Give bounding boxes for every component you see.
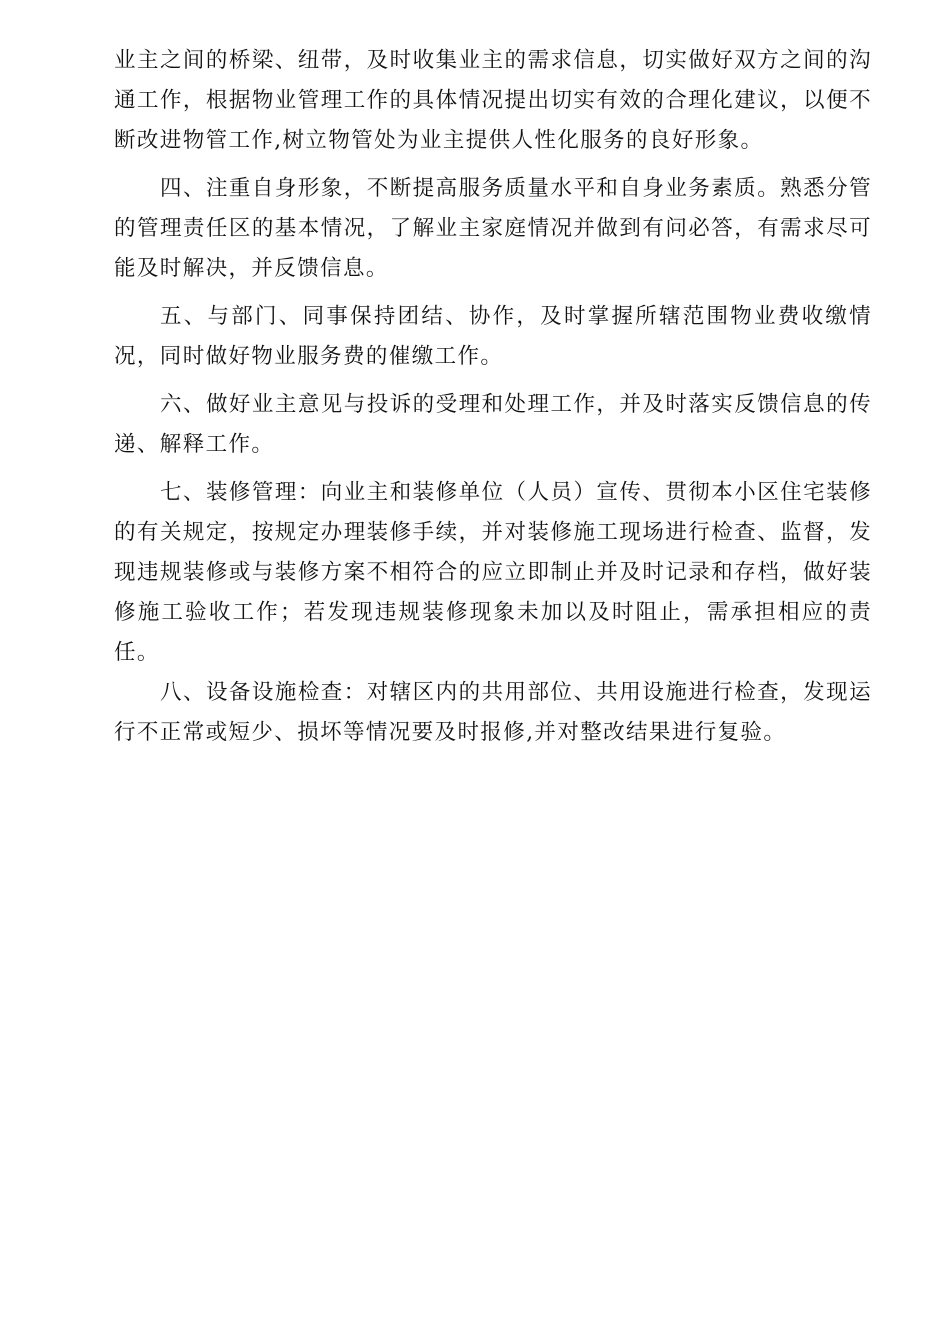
paragraph-item-7: 七、装修管理：向业主和装修单位（人员）宣传、贯彻本小区住宅装修的有关规定，按规定办理装修手续，并对装修施工现场进行检查、监督，发现违规装修或与装修方案不相符合的应立即制止并及时记录和存档，做好装修施工验收工作；若发现违规装修现象未加以及时阻止，需承担相应的责任。 (114, 480, 872, 665)
paragraph-item-6: 六、做好业主意见与投诉的受理和处理工作，并及时落实反馈信息的传递、解释工作。 (114, 392, 872, 457)
paragraph-item-4: 四、注重自身形象，不断提高服务质量水平和自身业务素质。熟悉分管的管理责任区的基本情况，了解业主家庭情况并做到有问必答，有需求尽可能及时解决，并反馈信息。 (114, 176, 872, 281)
paragraph-item-5: 五、与部门、同事保持团结、协作，及时掌握所辖范围物业费收缴情况，同时做好物业服务费的催缴工作。 (114, 304, 872, 369)
document-body (114, 41, 872, 761)
paragraph-continued: 业主之间的桥梁、纽带，及时收集业主的需求信息，切实做好双方之间的沟通工作，根据物业管理工作的具体情况提出切实有效的合理化建议，以便不断改进物管工作,树立物管处为业主提供人性化服务的良好形象。 (114, 48, 872, 153)
paragraph-item-8: 八、设备设施检查：对辖区内的共用部位、共用设施进行检查，发现运行不正常或短少、损坏等情况要及时报修,并对整改结果进行复验。 (114, 680, 872, 745)
